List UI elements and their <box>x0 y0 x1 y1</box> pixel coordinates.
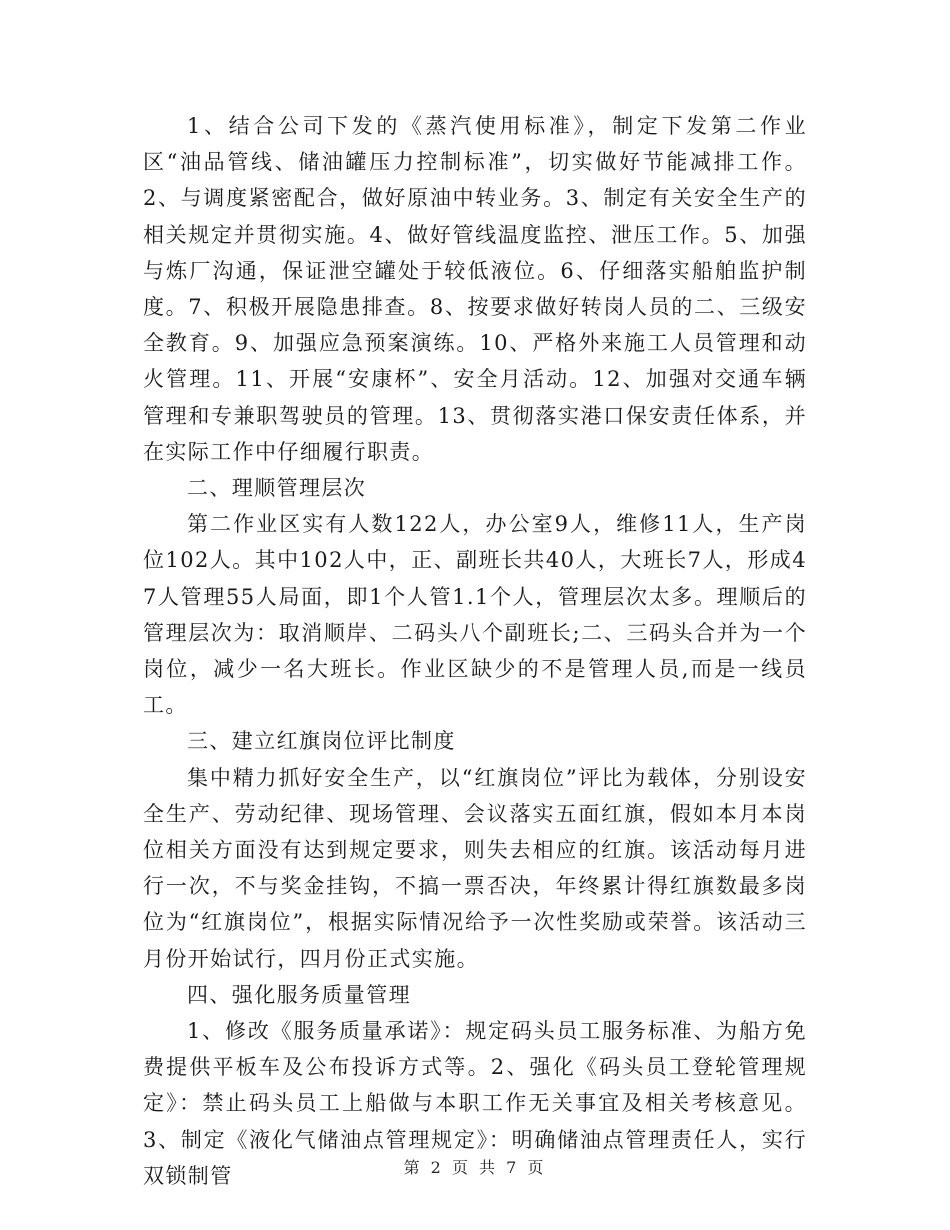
body-text <box>143 108 807 1194</box>
paragraph-red-flag: 集中精力抓好安全生产，以“红旗岗位”评比为载体，分别设安全生产、劳动纪律、现场管理、会议落实五面红旗，假如本月本岗位相关方面没有达到规定要求，则失去相应的红旗。该活动每月进行一次，不与奖金挂钩，不搞一票否决，年终累计得红旗数最多岗位为“红旗岗位”，根据实际情况给予一次性奖励或荣誉。该活动三月份开始试行，四月份正式实施。 <box>143 765 807 971</box>
page-number-footer: 第 2 页 共 7 页 <box>403 1158 547 1177</box>
paragraph-service-quality: 1、修改《服务质量承诺》：规定码头员工服务标准、为船方免费提供平板车及公布投诉方式等。2、强化《码头员工登轮管理规定》：禁止码头员工上船做与本职工作无关事宜及相关考核意见。3、制定《液化气储油点管理规定》：明确储油点管理责任人，实行双锁制管 <box>143 1019 807 1188</box>
paragraph-management-levels: 第二作业区实有人数122人，办公室9人，维修11人，生产岗位102人。其中102人中，正、副班长共40人，大班长7人，形成47人管理55人局面，即1个人管1.1个人，管理层次太多。理顺后的管理层次为：取消顺岸、二码头八个副班长;二、三码头合并为一个岗位，减少一名大班长。作业区缺少的不是管理人员,而是一线员工。 <box>143 512 807 718</box>
paragraph-measures: 1、结合公司下发的《蒸汽使用标准》，制定下发第二作业区“油品管线、储油罐压力控制标准”，切实做好节能减排工作。2、与调度紧密配合，做好原油中转业务。3、制定有关安全生产的相关规定并贯彻实施。4、做好管线温度监控、泄压工作。5、加强与炼厂沟通，保证泄空罐处于较低液位。6、仔细落实船舶监护制度。7、积极开展隐患排查。8、按要求做好转岗人员的二、三级安全教育。9、加强应急预案演练。10、严格外来施工人员管理和动火管理。11、开展“安康杯”、安全月活动。12、加强对交通车辆管理和专兼职驾驶员的管理。13、贯彻落实港口保安责任体系，并在实际工作中仔细履行职责。 <box>143 114 807 464</box>
section-heading-red-flag: 三、建立红旗岗位评比制度 <box>187 729 456 754</box>
section-heading-service-quality: 四、强化服务质量管理 <box>187 982 411 1007</box>
section-heading-management-levels: 二、理顺管理层次 <box>187 476 367 501</box>
